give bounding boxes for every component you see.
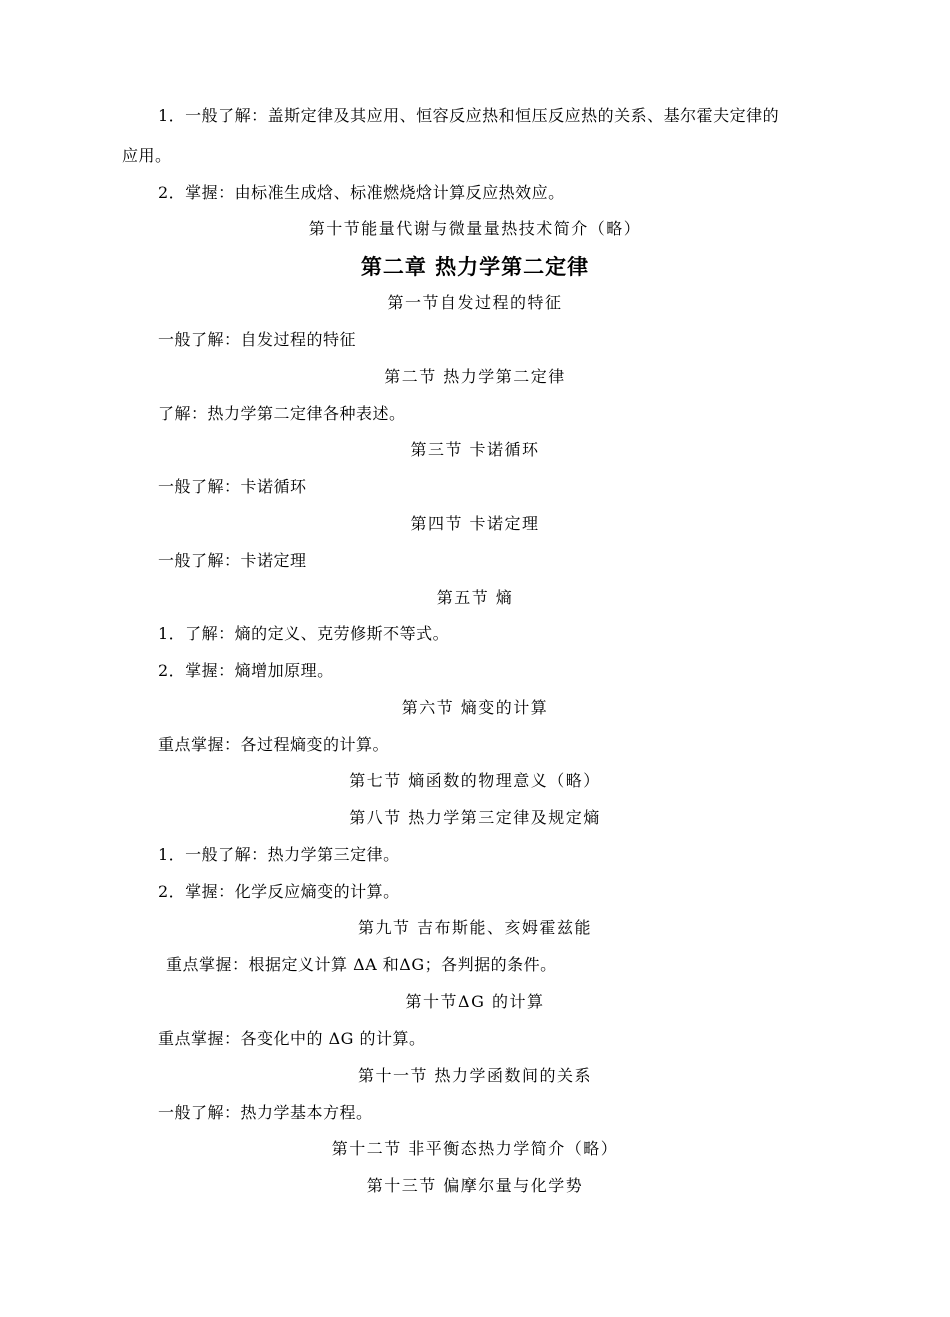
section-heading-2: 第二节 热力学第二定律 bbox=[384, 367, 566, 386]
section-heading-6: 第六节 熵变的计算 bbox=[401, 698, 549, 717]
section-8-text-1: 1．一般了解：热力学第三定律。 bbox=[158, 845, 400, 864]
section-heading-12: 第十二节 非平衡态热力学简介（略） bbox=[331, 1139, 619, 1158]
section-heading-7: 第七节 熵函数的物理意义（略） bbox=[349, 771, 601, 790]
section-8-text-2: 2．掌握：化学反应熵变的计算。 bbox=[158, 882, 400, 901]
paragraph-item-2: 2．掌握：由标准生成焓、标准燃烧焓计算反应热效应。 bbox=[158, 183, 565, 202]
section-heading-9: 第九节 吉布斯能、亥姆霍兹能 bbox=[357, 918, 593, 937]
section-4-text: 一般了解：卡诺定理 bbox=[158, 551, 307, 570]
section-3-text: 一般了解：卡诺循环 bbox=[158, 477, 307, 496]
section-11-text: 一般了解：热力学基本方程。 bbox=[158, 1103, 373, 1122]
section-heading-5: 第五节 熵 bbox=[436, 588, 514, 607]
section-heading-13: 第十三节 偏摩尔量与化学势 bbox=[366, 1176, 584, 1195]
section-heading-8: 第八节 热力学第三定律及规定熵 bbox=[349, 808, 601, 827]
section-heading-10: 第十节ΔG 的计算 bbox=[405, 992, 545, 1011]
section-5-text-1: 1．了解：熵的定义、克劳修斯不等式。 bbox=[158, 624, 450, 643]
section-heading-ch1-sec10: 第十节能量代谢与微量量热技术简介（略） bbox=[308, 219, 642, 238]
section-5-text-2: 2．掌握：熵增加原理。 bbox=[158, 661, 334, 680]
paragraph-item-1-line-1: 1．一般了解：盖斯定律及其应用、恒容反应热和恒压反应热的关系、基尔霍夫定律的 bbox=[158, 106, 780, 125]
paragraph-item-1-line-2: 应用。 bbox=[122, 146, 172, 165]
section-heading-11: 第十一节 热力学函数间的关系 bbox=[357, 1066, 593, 1085]
section-6-text: 重点掌握：各过程熵变的计算。 bbox=[158, 735, 390, 754]
section-heading-1: 第一节自发过程的特征 bbox=[387, 293, 563, 312]
section-heading-3: 第三节 卡诺循环 bbox=[410, 440, 540, 459]
chapter-title: 第二章 热力学第二定律 bbox=[360, 255, 590, 279]
section-2-text: 了解：热力学第二定律各种表述。 bbox=[158, 404, 406, 423]
section-9-text: 重点掌握：根据定义计算 ΔA 和ΔG；各判据的条件。 bbox=[166, 955, 557, 974]
section-10-text: 重点掌握：各变化中的 ΔG 的计算。 bbox=[158, 1029, 426, 1048]
section-1-text: 一般了解：自发过程的特征 bbox=[158, 330, 357, 349]
section-heading-4: 第四节 卡诺定理 bbox=[410, 514, 540, 533]
